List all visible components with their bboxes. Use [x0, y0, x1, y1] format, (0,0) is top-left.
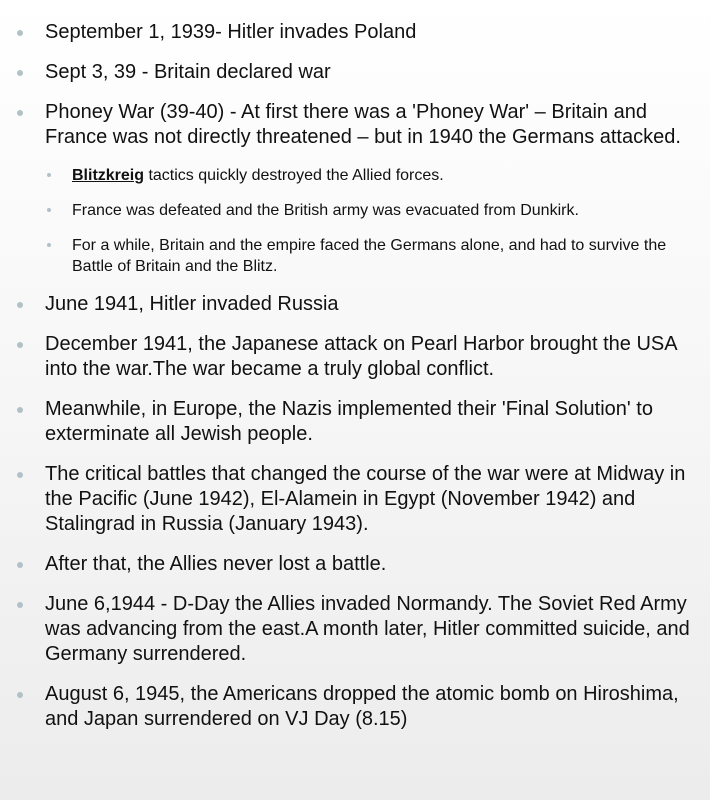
sub-bullet-dot	[47, 208, 51, 212]
sub-bullet-text: France was defeated and the British army was evacuated from Dunkirk.	[72, 202, 579, 219]
bullet-item	[0, 592, 696, 667]
bullet-text: Sept 3, 39 - Britain declared war	[45, 61, 331, 83]
bullet-item	[0, 682, 696, 732]
bullet-item	[0, 552, 696, 577]
bullet-dot	[17, 30, 23, 36]
bullet-text: After that, the Allies never lost a battle.	[45, 553, 387, 575]
bullet-list	[0, 20, 696, 732]
bullet-text: Meanwhile, in Europe, the Nazis implemented their 'Final Solution' to exterminate all Jewish people.	[45, 398, 653, 445]
bullet-text: August 6, 1945, the Americans dropped the atomic bomb on Hiroshima, and Japan surrendered on VJ Day (8.15)	[45, 683, 679, 730]
bullet-dot	[17, 342, 23, 348]
bullet-text: September 1, 1939- Hitler invades Poland	[45, 21, 417, 43]
bullet-dot	[17, 70, 23, 76]
sub-bullet-text: For a while, Britain and the empire faced the Germans alone, and had to survive the Battle of Britain and the Blitz.	[72, 237, 667, 275]
bullet-dot	[17, 407, 23, 413]
bullet-item	[0, 462, 696, 537]
sub-bullet-dot	[47, 173, 51, 177]
bullet-dot	[17, 302, 23, 308]
bullet-item	[0, 60, 696, 85]
bullet-dot	[17, 602, 23, 608]
bullet-dot	[17, 110, 23, 116]
sub-bullet-item	[45, 235, 696, 277]
bullet-text: June 6,1944 - D-Day the Allies invaded Normandy. The Soviet Red Army was advancing from the east.A month later, Hitler committed suicide, and Germany surrendered.	[45, 593, 690, 665]
bullet-dot	[17, 472, 23, 478]
sub-bullet-list	[45, 165, 696, 277]
bullet-item	[0, 292, 696, 317]
bullet-item	[0, 100, 696, 277]
bullet-item	[0, 20, 696, 45]
sub-bullet-item	[45, 200, 696, 221]
sub-bullet-text: tactics quickly destroyed the Allied forces.	[144, 167, 444, 184]
bullet-item	[0, 332, 696, 382]
bullet-dot	[17, 692, 23, 698]
bullet-item	[0, 397, 696, 447]
bullet-text: December 1941, the Japanese attack on Pearl Harbor brought the USA into the war.The war became a truly global conflict.	[45, 333, 677, 380]
sub-bullet-dot	[47, 243, 51, 247]
sub-bullet-item	[45, 165, 696, 186]
bullet-text: Phoney War (39-40) - At first there was a 'Phoney War' – Britain and France was not directly threatened – but in 1940 the Germans attacked.	[45, 101, 681, 148]
bullet-text: June 1941, Hitler invaded Russia	[45, 293, 339, 315]
blitzkreig-term: Blitzkreig	[72, 167, 145, 184]
bullet-text: The critical battles that changed the course of the war were at Midway in the Pacific (June 1942), El-Alamein in Egypt (November 1942) and Stalingrad in Russia (January 1943).	[45, 463, 686, 535]
bullet-dot	[17, 562, 23, 568]
